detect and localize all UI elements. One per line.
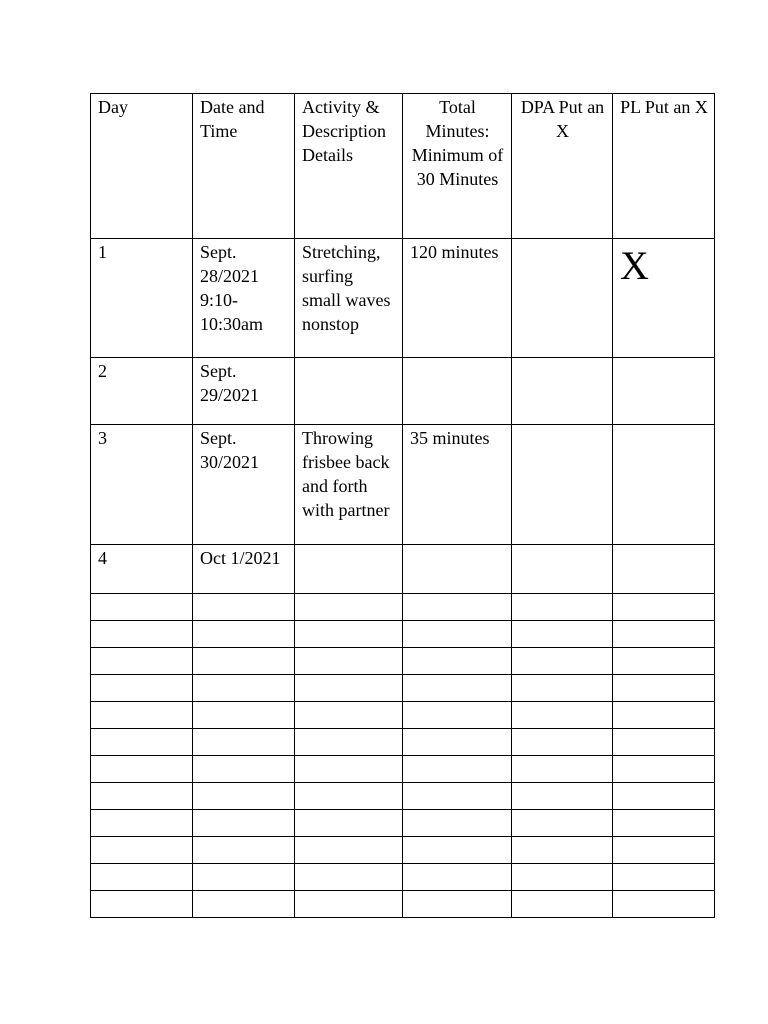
dpa-cell bbox=[512, 545, 613, 594]
blank-cell bbox=[193, 864, 295, 891]
blank-row bbox=[91, 729, 715, 756]
pl-cell bbox=[613, 239, 715, 358]
blank-cell bbox=[193, 702, 295, 729]
blank-cell bbox=[91, 783, 193, 810]
blank-cell bbox=[512, 594, 613, 621]
day-cell: 1 bbox=[91, 239, 193, 358]
blank-cell bbox=[512, 783, 613, 810]
day-cell: 2 bbox=[91, 358, 193, 425]
blank-cell bbox=[91, 675, 193, 702]
table-header-row bbox=[91, 94, 715, 239]
blank-cell bbox=[193, 891, 295, 918]
blank-cell bbox=[193, 648, 295, 675]
blank-cell bbox=[91, 810, 193, 837]
header-date-time: Date and Time bbox=[193, 94, 295, 239]
blank-cell bbox=[613, 783, 715, 810]
blank-cell bbox=[512, 756, 613, 783]
blank-cell bbox=[91, 594, 193, 621]
blank-row bbox=[91, 891, 715, 918]
blank-cell bbox=[91, 891, 193, 918]
blank-cell bbox=[295, 729, 403, 756]
blank-cell bbox=[193, 783, 295, 810]
blank-cell bbox=[91, 837, 193, 864]
blank-cell bbox=[613, 756, 715, 783]
blank-cell bbox=[512, 891, 613, 918]
blank-cell bbox=[193, 756, 295, 783]
blank-cell bbox=[403, 810, 512, 837]
blank-row bbox=[91, 756, 715, 783]
blank-cell bbox=[193, 675, 295, 702]
activity-cell: Stretching, surfing small waves nonstop bbox=[295, 239, 403, 358]
blank-row bbox=[91, 675, 715, 702]
day-cell: 3 bbox=[91, 425, 193, 545]
activity-cell: Throwing frisbee back and forth with partner bbox=[295, 425, 403, 545]
blank-cell bbox=[295, 594, 403, 621]
blank-cell bbox=[403, 675, 512, 702]
blank-row bbox=[91, 837, 715, 864]
blank-cell bbox=[512, 729, 613, 756]
date-cell: Sept. 29/2021 bbox=[193, 358, 295, 425]
blank-cell bbox=[295, 756, 403, 783]
blank-cell bbox=[295, 783, 403, 810]
header-activity: Activity & Description Details bbox=[295, 94, 403, 239]
blank-row bbox=[91, 810, 715, 837]
header-dpa: DPA Put an X bbox=[512, 94, 613, 239]
blank-cell bbox=[91, 729, 193, 756]
blank-cell bbox=[403, 837, 512, 864]
date-cell: Sept. 28/2021 9:10-10:30am bbox=[193, 239, 295, 358]
blank-cell bbox=[512, 675, 613, 702]
blank-cell bbox=[295, 702, 403, 729]
activity-log-table bbox=[90, 93, 715, 918]
blank-cell bbox=[613, 648, 715, 675]
blank-cell bbox=[403, 594, 512, 621]
blank-cell bbox=[613, 729, 715, 756]
blank-row bbox=[91, 594, 715, 621]
date-cell: Oct 1/2021 bbox=[193, 545, 295, 594]
table-row bbox=[91, 358, 715, 425]
blank-cell bbox=[295, 675, 403, 702]
pl-cell bbox=[613, 545, 715, 594]
blank-cell bbox=[295, 621, 403, 648]
table-row bbox=[91, 545, 715, 594]
blank-cell bbox=[403, 648, 512, 675]
blank-cell bbox=[613, 837, 715, 864]
dpa-cell bbox=[512, 358, 613, 425]
blank-cell bbox=[512, 810, 613, 837]
activity-cell bbox=[295, 545, 403, 594]
pl-cell bbox=[613, 358, 715, 425]
blank-cell bbox=[613, 702, 715, 729]
blank-cell bbox=[613, 675, 715, 702]
minutes-cell: 120 minutes bbox=[403, 239, 512, 358]
blank-cell bbox=[403, 702, 512, 729]
minutes-cell bbox=[403, 545, 512, 594]
header-total-minutes: Total Minutes: Minimum of 30 Minutes bbox=[403, 94, 512, 239]
blank-cell bbox=[613, 621, 715, 648]
blank-cell bbox=[91, 648, 193, 675]
blank-row bbox=[91, 783, 715, 810]
table-row bbox=[91, 425, 715, 545]
blank-row bbox=[91, 702, 715, 729]
blank-cell bbox=[91, 864, 193, 891]
blank-cell bbox=[193, 837, 295, 864]
blank-cell bbox=[403, 891, 512, 918]
blank-cell bbox=[193, 594, 295, 621]
blank-cell bbox=[613, 810, 715, 837]
blank-cell bbox=[512, 621, 613, 648]
blank-cell bbox=[295, 837, 403, 864]
blank-cell bbox=[193, 621, 295, 648]
blank-cell bbox=[403, 621, 512, 648]
minutes-cell: 35 minutes bbox=[403, 425, 512, 545]
blank-cell bbox=[295, 810, 403, 837]
blank-cell bbox=[613, 864, 715, 891]
blank-cell bbox=[91, 621, 193, 648]
blank-cell bbox=[403, 729, 512, 756]
blank-row bbox=[91, 621, 715, 648]
blank-cell bbox=[613, 594, 715, 621]
blank-cell bbox=[193, 729, 295, 756]
minutes-cell bbox=[403, 358, 512, 425]
dpa-cell bbox=[512, 425, 613, 545]
pl-cell bbox=[613, 425, 715, 545]
day-cell: 4 bbox=[91, 545, 193, 594]
header-pl: PL Put an X bbox=[613, 94, 715, 239]
blank-cell bbox=[295, 648, 403, 675]
blank-cell bbox=[295, 891, 403, 918]
activity-cell bbox=[295, 358, 403, 425]
blank-cell bbox=[91, 702, 193, 729]
blank-cell bbox=[512, 837, 613, 864]
blank-cell bbox=[403, 756, 512, 783]
blank-cell bbox=[512, 864, 613, 891]
blank-row bbox=[91, 864, 715, 891]
date-cell: Sept. 30/2021 bbox=[193, 425, 295, 545]
blank-cell bbox=[193, 810, 295, 837]
blank-cell bbox=[403, 864, 512, 891]
header-day: Day bbox=[91, 94, 193, 239]
blank-cell bbox=[512, 702, 613, 729]
blank-cell bbox=[295, 864, 403, 891]
blank-cell bbox=[512, 648, 613, 675]
blank-cell bbox=[613, 891, 715, 918]
table-row bbox=[91, 239, 715, 358]
dpa-cell bbox=[512, 239, 613, 358]
pl-mark: X bbox=[620, 243, 649, 288]
blank-cell bbox=[403, 783, 512, 810]
blank-row bbox=[91, 648, 715, 675]
blank-cell bbox=[91, 756, 193, 783]
